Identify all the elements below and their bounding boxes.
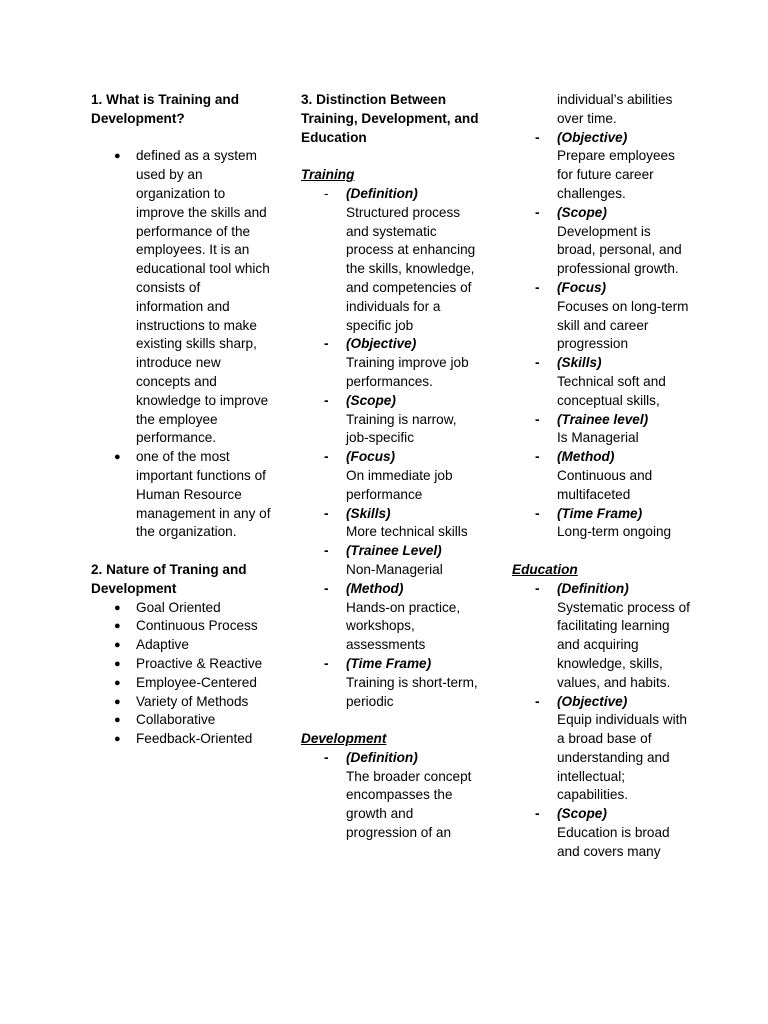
development-list-continued — [512, 129, 692, 543]
item-text: Focuses on long-term skill and career progression — [557, 298, 689, 352]
item-label: - (Time Frame) — [346, 655, 432, 671]
education-subheading: Education — [512, 561, 578, 577]
list-item: ● one of the most important functions of Human Resource management in any of the organization. — [91, 448, 271, 542]
item-label: - (Method) — [346, 580, 404, 596]
column-2 — [301, 91, 481, 843]
item-text: On immediate job performance — [346, 467, 453, 502]
item-label: - (Focus) — [346, 449, 396, 465]
training-subheading: Training — [301, 167, 355, 183]
section-1-bullet-list — [91, 147, 271, 542]
list-item — [512, 411, 692, 449]
section-2-bullet-list — [91, 599, 271, 749]
list-item — [301, 580, 481, 655]
item-label: - (Definition) — [346, 749, 418, 765]
column-3 — [512, 91, 692, 862]
item-text: Training improve job performances. — [346, 355, 469, 389]
list-item — [512, 129, 692, 204]
item-label: - (Skills) — [557, 355, 602, 371]
item-text: Equip individuals with a broad base of understanding and intellectual; capabilities. — [557, 712, 687, 803]
list-item: ● Collaborative — [91, 711, 271, 730]
item-text: Training is narrow, job-specific — [346, 411, 457, 446]
item-label: - (Scope) — [557, 204, 607, 220]
list-item — [301, 655, 481, 711]
education-list — [512, 580, 692, 862]
item-text: Education is broad and covers many — [557, 825, 670, 859]
item-text: The broader concept encompasses the growth and progression of an — [346, 768, 472, 841]
list-item: ● Feedback-Oriented — [91, 730, 271, 749]
list-item — [512, 693, 692, 806]
section-3-heading: 3. Distinction Between Training, Development, and Education — [301, 92, 479, 145]
list-item — [512, 204, 692, 279]
item-label: - (Objective) — [557, 693, 628, 709]
item-label: - (Trainee Level) — [346, 543, 442, 559]
development-list — [301, 749, 481, 843]
list-item — [512, 805, 692, 861]
list-item — [512, 505, 692, 543]
section-2-heading: 2. Nature of Traning and Development — [91, 561, 247, 596]
continued-text: individual’s abilities over time. — [557, 92, 673, 126]
list-item — [301, 542, 481, 580]
list-item — [301, 335, 481, 391]
item-text: Continuous and multifaceted — [557, 467, 653, 502]
training-list — [301, 185, 481, 711]
item-text: Development is broad, personal, and professional growth. — [557, 223, 682, 277]
section-1-heading: 1. What is Training and Development? — [91, 92, 240, 126]
list-item: ● Variety of Methods — [91, 693, 271, 712]
list-item: ● Goal Oriented — [91, 599, 271, 618]
development-subheading: Development — [301, 731, 387, 747]
list-item: ● Continuous Process — [91, 617, 271, 636]
list-item — [512, 448, 692, 504]
list-item: ● defined as a system used by an organization to improve the skills and performance of the employees. It is an educational tool which consists of information and instructions to make existing skills sharp, introduce new concepts and knowledge to improve the employee performance. — [91, 147, 271, 448]
item-text: More technical skills — [346, 524, 468, 540]
list-item — [301, 448, 481, 504]
list-item — [301, 505, 481, 543]
item-label: - (Objective) — [557, 129, 628, 145]
list-item — [512, 279, 692, 354]
list-item — [512, 354, 692, 410]
item-label: - (Scope) — [557, 806, 607, 822]
item-label: - (Definition) — [346, 185, 418, 201]
list-item — [301, 185, 481, 335]
list-item — [512, 580, 692, 693]
item-label: - (Definition) — [557, 580, 629, 596]
item-label: - (Focus) — [557, 279, 607, 295]
item-text: Long-term ongoing — [557, 524, 672, 540]
item-label: - (Time Frame) — [557, 505, 643, 521]
item-text: Training is short-term, periodic — [346, 674, 478, 709]
item-text: Non-Managerial — [346, 561, 443, 577]
item-text: Systematic process of facilitating learning and acquiring knowledge, skills, values, and habits. — [557, 599, 690, 690]
column-1 — [91, 91, 271, 749]
item-text: Prepare employees for future career challenges. — [557, 148, 675, 201]
list-item: ● Adaptive — [91, 636, 271, 655]
list-item: ● Employee-Centered — [91, 674, 271, 693]
list-item — [301, 749, 481, 843]
item-label: - (Objective) — [346, 336, 417, 352]
list-item: ● Proactive & Reactive — [91, 655, 271, 674]
item-label: - (Scope) — [346, 392, 396, 408]
item-text: Technical soft and conceptual skills, — [557, 373, 666, 408]
list-item — [301, 392, 481, 448]
item-label: - (Trainee level) — [557, 411, 649, 427]
item-text: Structured process and systematic process at enhancing the skills, knowledge, and competencies of individuals for a specific job — [346, 204, 476, 333]
item-text: Is Managerial — [557, 430, 639, 446]
item-text: Hands-on practice, workshops, assessments — [346, 599, 461, 653]
item-label: - (Method) — [557, 449, 615, 465]
item-label: - (Skills) — [346, 505, 391, 521]
